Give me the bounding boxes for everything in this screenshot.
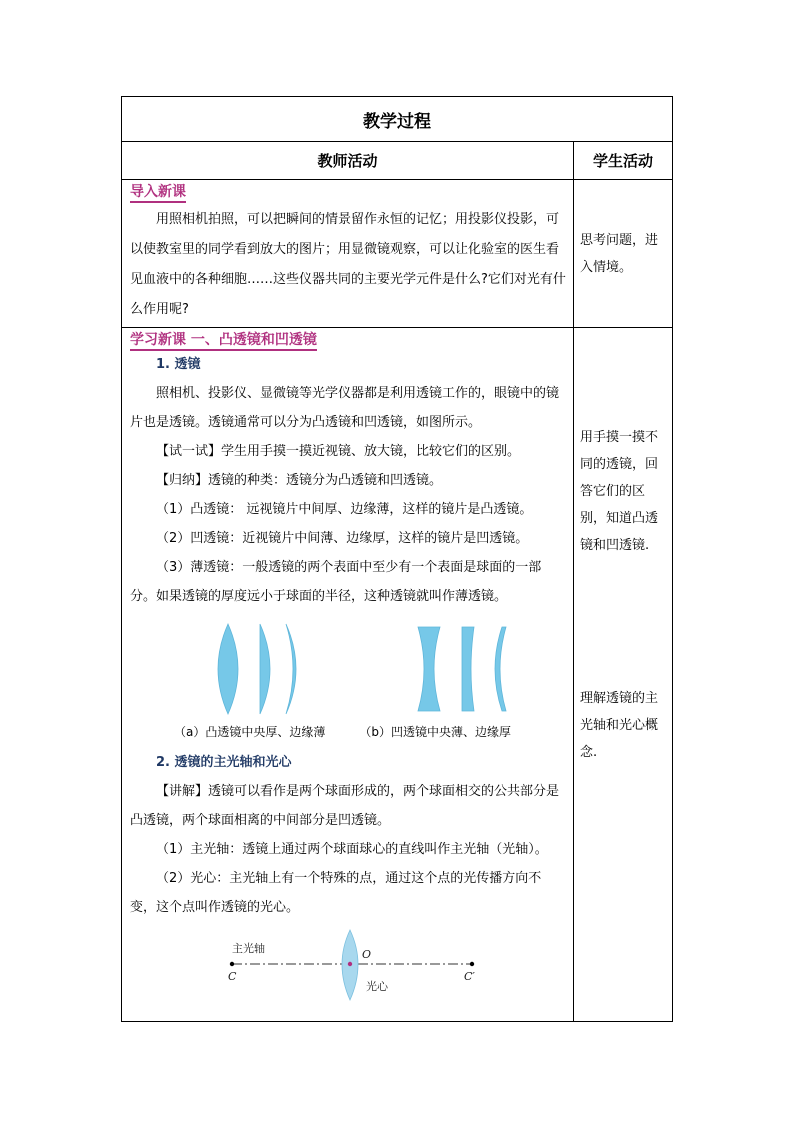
optical-center-definition: （2）光心：主光轴上有一个特殊的点，通过这个点的光传播方向不变，这个点叫作透镜的光心。 <box>130 871 542 915</box>
intro-teacher-cell <box>122 180 574 328</box>
intro-paragraph: 用照相机拍照，可以把瞬间的情景留作永恒的记忆；用投影仪投影，可以使教室里的同学看到放大的图片；用显微镜观察，可以让化验室的医生看见血液中的各种细胞……这些仪器共同的主要光学元件是什么?它们对光有什么作用呢? <box>130 212 566 317</box>
principal-axis-figure <box>122 922 573 1006</box>
new-lesson-student-cell <box>574 328 673 1022</box>
point-o <box>348 962 352 966</box>
label-o: O <box>362 948 372 961</box>
new-lesson-teacher-cell <box>122 328 574 1022</box>
try-it-paragraph: 【试一试】学生用手摸一摸近视镜、放大镜，比较它们的区别。 <box>156 444 521 459</box>
summary-paragraph: 【归纳】透镜的种类：透镜分为凸透镜和凹透镜。 <box>156 473 443 488</box>
principal-axis-definition: （1）主光轴：透镜上通过两个球面球心的直线叫作主光轴（光轴）。 <box>156 842 548 857</box>
lens-types-figure <box>122 619 573 719</box>
intro-student-text: 思考问题，进入情境。 <box>580 232 659 275</box>
section1-paragraph: 照相机、投影仪、显微镜等光学仪器都是利用透镜工作的，眼镜中的镜片也是透镜。透镜通常可以分为凸透镜和凹透镜，如图所示。 <box>130 386 560 430</box>
table-title: 教学过程 <box>122 97 673 142</box>
explain-paragraph: 【讲解】透镜可以看作是两个球面形成的，两个球面相交的公共部分是凸透镜，两个球面相离的中间部分是凹透镜。 <box>130 784 560 828</box>
biconvex-lens-shape <box>218 624 238 714</box>
intro-student-cell <box>574 180 673 328</box>
point-c-prime <box>470 962 474 966</box>
student-activity-2: 理解透镜的主光轴和光心概念. <box>580 691 659 760</box>
label-c-prime: C′ <box>464 970 475 983</box>
point-c <box>230 962 234 966</box>
plano-concave-lens-shape <box>462 627 474 711</box>
label-c: C <box>228 970 237 983</box>
meniscus-convex-lens-shape <box>286 624 296 714</box>
teaching-process-table <box>121 96 673 1022</box>
teacher-activity-header: 教师活动 <box>122 142 574 180</box>
label-optical-center: 光心 <box>366 980 388 993</box>
concave-definition: （2）凹透镜：近视镜片中间薄、边缘厚，这样的镜片是凹透镜。 <box>156 531 529 546</box>
student-activity-1: 用手摸一摸不同的透镜，回答它们的区别，知道凸透镜和凹透镜. <box>580 430 659 553</box>
student-activity-header: 学生活动 <box>574 142 673 180</box>
meniscus-concave-lens-shape <box>495 627 506 711</box>
caption-concave: （b）凹透镜中央薄、边缘厚 <box>359 725 511 739</box>
lesson-sheet <box>121 96 673 1021</box>
section2-title: 2. 透镜的主光轴和光心 <box>156 755 292 770</box>
section1-title: 1. 透镜 <box>156 357 201 372</box>
lens-caption-row <box>122 723 573 741</box>
convex-definition: （1）凸透镜： 远视镜片中间厚、边缘薄，这样的镜片是凸透镜。 <box>156 502 533 517</box>
biconcave-lens-shape <box>418 627 440 711</box>
new-lesson-heading: 学习新课 一、凸透镜和凹透镜 <box>130 331 317 351</box>
thin-lens-definition: （3）薄透镜：一般透镜的两个表面中至少有一个表面是球面的一部分。如果透镜的厚度远小于球面的半径，这种透镜就叫作薄透镜。 <box>130 560 542 604</box>
plano-convex-lens-shape <box>260 624 270 714</box>
caption-convex: （a）凸透镜中央厚、边缘薄 <box>174 725 326 739</box>
intro-heading: 导入新课 <box>130 183 186 203</box>
axis-label: 主光轴 <box>232 942 265 955</box>
